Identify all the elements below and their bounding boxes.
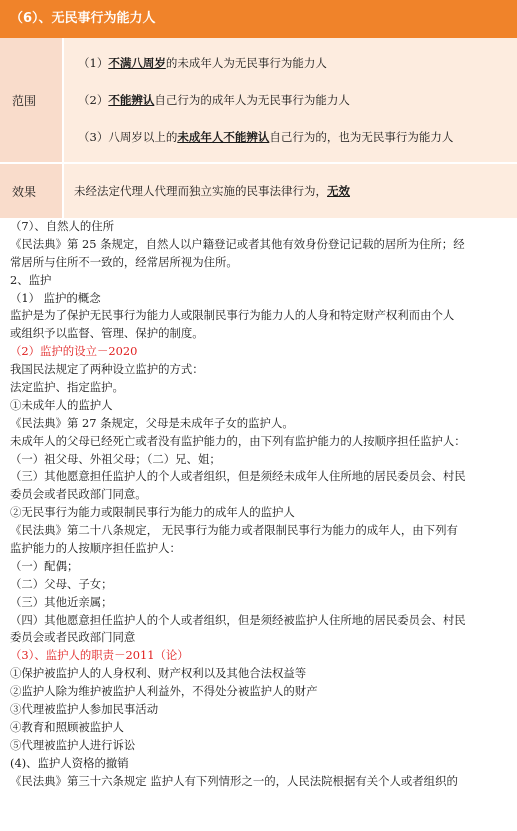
scope-item xyxy=(78,55,517,71)
text-line: ①保护被监护人的人身权利、财产权利以及其他合法权益等 xyxy=(10,666,307,681)
text-line: 《民法典》第 25 条规定，自然人以户籍登记或者其他有效身份登记记载的居所为住所；经 xyxy=(10,236,465,251)
section-heading: （2）监护的设立－2020 xyxy=(10,344,138,359)
scope-item-prefix: （3）八周岁以上的 xyxy=(78,130,178,145)
effect-label: 效果 xyxy=(0,164,64,218)
scope-item-rest: 自己行为的成年人为无民事行为能力人 xyxy=(154,92,350,107)
scope-item xyxy=(78,129,517,145)
text-line: 《民法典》第 27 条规定，父母是未成年子女的监护人。 xyxy=(10,415,294,430)
text-line: 《民法典》第二十八条规定， 无民事行为能力或者限制民事行为能力的成年人，由下列有 xyxy=(10,523,458,538)
text-line: ②监护人除为维护被监护人利益外，不得处分被监护人的财产 xyxy=(10,684,318,699)
text-line: ④教育和照顾被监护人 xyxy=(10,719,124,734)
scope-item-rest: 的未成年人为无民事行为能力人 xyxy=(165,55,327,70)
card-title: （6）、无民事行为能力人 xyxy=(0,0,517,38)
text-line: ②无民事行为能力或限制民事行为能力的成年人的监护人 xyxy=(10,505,295,520)
text-line: （四）其他愿意担任监护人的个人或者组织，但是须经被监护人住所地的居民委员会、村民 xyxy=(10,612,466,627)
scope-item-emphasis: 不能辨认 xyxy=(108,92,155,107)
text-line: 未成年人的父母已经死亡或者没有监护能力的，由下列有监护能力的人按顺序担任监护人： xyxy=(10,433,466,448)
text-line: （三）其他愿意担任监护人的个人或者组织，但是须经未成年人住所地的居民委员会、村民 xyxy=(10,469,466,484)
section-heading: （3）、监护人的职责－2011（论） xyxy=(10,648,189,663)
scope-item-prefix: （2） xyxy=(78,92,109,107)
text-line: 2、监护 xyxy=(10,272,52,287)
text-line: （三）其他近亲属； xyxy=(10,594,113,609)
scope-item xyxy=(78,92,517,108)
text-line: 我国民法规定了两种设立监护的方式： xyxy=(10,362,204,377)
text-line: 监护能力的人按顺序担任监护人： xyxy=(10,541,181,556)
document-body xyxy=(10,218,510,791)
effect-body xyxy=(64,164,517,218)
scope-item-prefix: （1） xyxy=(78,55,109,70)
text-line: ⑤代理被监护人进行诉讼 xyxy=(10,737,136,752)
text-line: 法定监护、指定监护。 xyxy=(10,380,124,395)
text-line: ③代理被监护人参加民事活动 xyxy=(10,702,159,717)
text-line: 监护是为了保护无民事行为能力人或限制民事行为能力人的人身和特定财产权利而由个人 xyxy=(10,308,455,323)
text-line: （7）、自然人的住所 xyxy=(10,219,115,233)
scope-item-emphasis: 不满八周岁 xyxy=(108,55,166,70)
scope-label: 范围 xyxy=(0,38,64,162)
text-line: （一）祖父母、外祖父母；（二）兄、姐； xyxy=(10,451,221,466)
text-line: ①未成年人的监护人 xyxy=(10,397,113,412)
text-line: 委员会或者民政部门同意。 xyxy=(10,487,147,502)
scope-item-rest: 自己行为的，也为无民事行为能力人 xyxy=(269,130,454,145)
text-line: （二）父母、子女； xyxy=(10,576,113,591)
text-line: （1） 监护的概念 xyxy=(10,290,101,305)
text-line: 常居所与住所不一致的，经常居所视为住所。 xyxy=(10,254,238,269)
effect-text: 未经法定代理人代理而独立实施的民事法律行为， xyxy=(74,184,327,198)
info-card xyxy=(0,0,517,220)
text-line: 或组织予以监督、管理、保护的制度。 xyxy=(10,326,204,341)
text-line: 委员会或者民政部门同意 xyxy=(10,630,136,645)
text-line: （一）配偶； xyxy=(10,558,79,573)
scope-list xyxy=(64,38,517,162)
text-line: 《民法典》第三十六条规定 监护人有下列情形之一的，人民法院根据有关个人或者组织的 xyxy=(10,773,458,788)
text-line: (4)、监护人资格的撤销 xyxy=(10,755,129,770)
effect-row xyxy=(0,164,517,220)
scope-row xyxy=(0,38,517,164)
effect-emphasis: 无效 xyxy=(327,184,350,198)
scope-item-emphasis: 未成年人不能辨认 xyxy=(177,130,270,145)
